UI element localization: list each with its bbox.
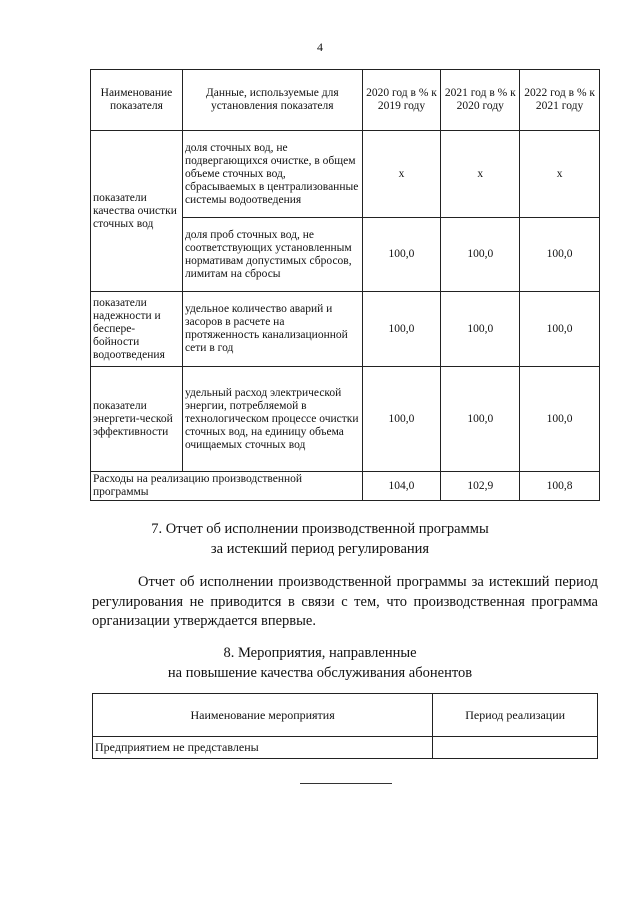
indicator-cell: показатели качества очистки сточных вод <box>91 131 183 292</box>
table-row <box>93 737 598 759</box>
table-row <box>91 367 600 472</box>
data-cell: удельный расход электрической энергии, потребляемой в технологическом процессе очистки сточных вод, на единицу объема очищаемых сточных вод <box>182 367 362 472</box>
indicators-table-header-row <box>91 70 600 131</box>
value-2021: 100,0 <box>441 218 520 292</box>
event-period-cell <box>433 737 598 759</box>
value-2022: х <box>520 131 600 218</box>
data-cell: доля сточных вод, не подвергающихся очистке, в общем объеме сточных вод, сбрасываемых в централизованные системы водоотведения <box>182 131 362 218</box>
expenses-row <box>91 472 600 501</box>
value-2020: 100,0 <box>362 292 441 367</box>
header-data-used: Данные, используемые для установления показателя <box>182 70 362 131</box>
events-table-header-row <box>93 694 598 737</box>
value-2022: 100,8 <box>520 472 600 501</box>
header-period: Период реализации <box>433 694 598 737</box>
indicator-cell: показатели энергети-ческой эффективности <box>91 367 183 472</box>
header-indicator: Наименование показателя <box>91 70 183 131</box>
value-2021: 102,9 <box>441 472 520 501</box>
data-cell: удельное количество аварий и засоров в расчете на протяженность канализационной сети в год <box>182 292 362 367</box>
indicators-table <box>90 69 600 501</box>
footer-divider <box>300 783 392 784</box>
section-7-title <box>0 519 640 559</box>
section-8-title <box>0 643 640 683</box>
value-2022: 100,0 <box>520 367 600 472</box>
section-7-paragraph: Отчет об исполнении производственной программы за истекший период регулирования не приводится в связи с тем, что производственная программа организации утверждается впервые. <box>92 574 598 629</box>
expenses-label: Расходы на реализацию производственной программы <box>91 472 363 501</box>
value-2021: 100,0 <box>441 367 520 472</box>
value-2022: 100,0 <box>520 292 600 367</box>
table-row <box>91 131 600 218</box>
header-event-name: Наименование мероприятия <box>93 694 433 737</box>
section-8-title-line1: 8. Мероприятия, направленные <box>223 645 417 661</box>
value-2020: 100,0 <box>362 218 441 292</box>
table-row <box>91 292 600 367</box>
section-8-title-line2: на повышение качества обслуживания абонентов <box>167 665 473 681</box>
header-2020: 2020 год в % к 2019 году <box>362 70 441 131</box>
header-2021: 2021 год в % к 2020 году <box>441 70 520 131</box>
section-7-title-line2: за истекший период регулирования <box>210 541 430 557</box>
value-2020: 100,0 <box>362 367 441 472</box>
header-2022: 2022 год в % к 2021 году <box>520 70 600 131</box>
value-2021: 100,0 <box>441 292 520 367</box>
section-7-title-line1: 7. Отчет об исполнении производственной программы <box>151 521 489 537</box>
value-2022: 100,0 <box>520 218 600 292</box>
data-cell: доля проб сточных вод, не соответствующих установленным нормативам допустимых сбросов, лимитам на сбросы <box>182 218 362 292</box>
event-name-cell: Предприятием не представлены <box>93 737 433 759</box>
events-table <box>92 693 598 759</box>
value-2021: х <box>441 131 520 218</box>
indicator-cell: показатели надежности и беспере-бойности водоотведения <box>91 292 183 367</box>
value-2020: 104,0 <box>362 472 441 501</box>
page-number: 4 <box>317 40 323 54</box>
value-2020: х <box>362 131 441 218</box>
